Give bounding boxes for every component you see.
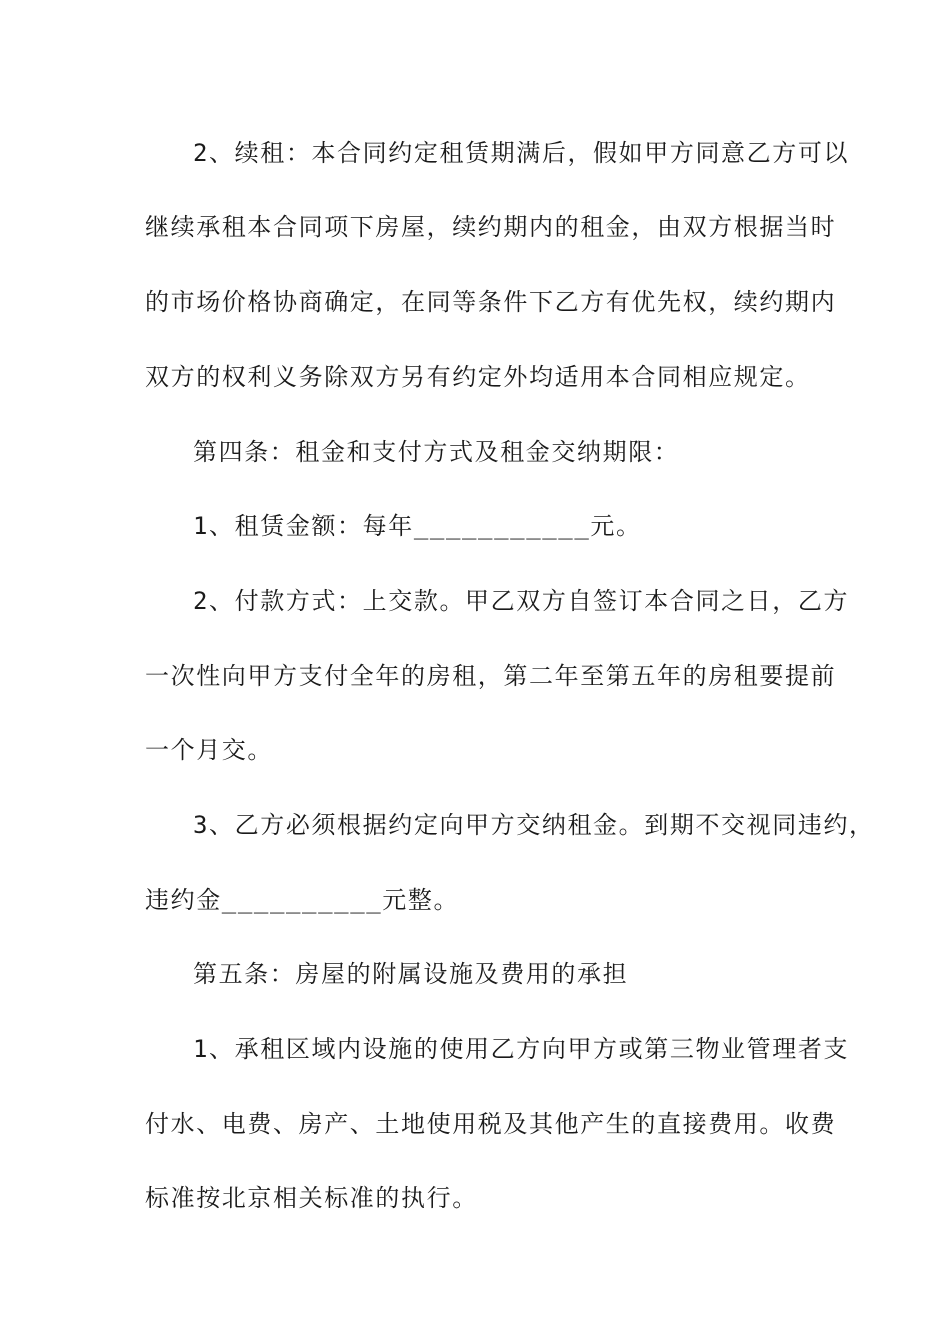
text-line: 1、承租区域内设施的使用乙方向甲方或第三物业管理者支 [193,1035,850,1063]
text-line: 2、付款方式：上交款。甲乙双方自签订本合同之日，乙方 [193,587,850,615]
text-line: 违约金__________元整。 [145,886,460,914]
text-line: 2、续租：本合同约定租赁期满后，假如甲方同意乙方可以 [193,139,850,167]
section-heading: 第五条：房屋的附属设施及费用的承担 [193,960,629,988]
text-line: 一次性向甲方支付全年的房租，第二年至第五年的房租要提前 [145,662,837,690]
text-line: 一个月交。 [145,736,273,764]
text-line: 继续承租本合同项下房屋，续约期内的租金，由双方根据当时 [145,213,837,241]
text-line: 1、租赁金额：每年___________元。 [193,512,642,540]
text-line: 付水、电费、房产、土地使用税及其他产生的直接费用。收费 [145,1110,837,1138]
text-line: 的市场价格协商确定，在同等条件下乙方有优先权，续约期内 [145,288,837,316]
text-line: 标准按北京相关标准的执行。 [145,1184,478,1212]
section-heading: 第四条：租金和支付方式及租金交纳期限： [193,438,680,466]
text-line: 3、乙方必须根据约定向甲方交纳租金。到期不交视同违约， [193,811,875,839]
text-line: 双方的权利义务除双方另有约定外均适用本合同相应规定。 [145,363,811,391]
